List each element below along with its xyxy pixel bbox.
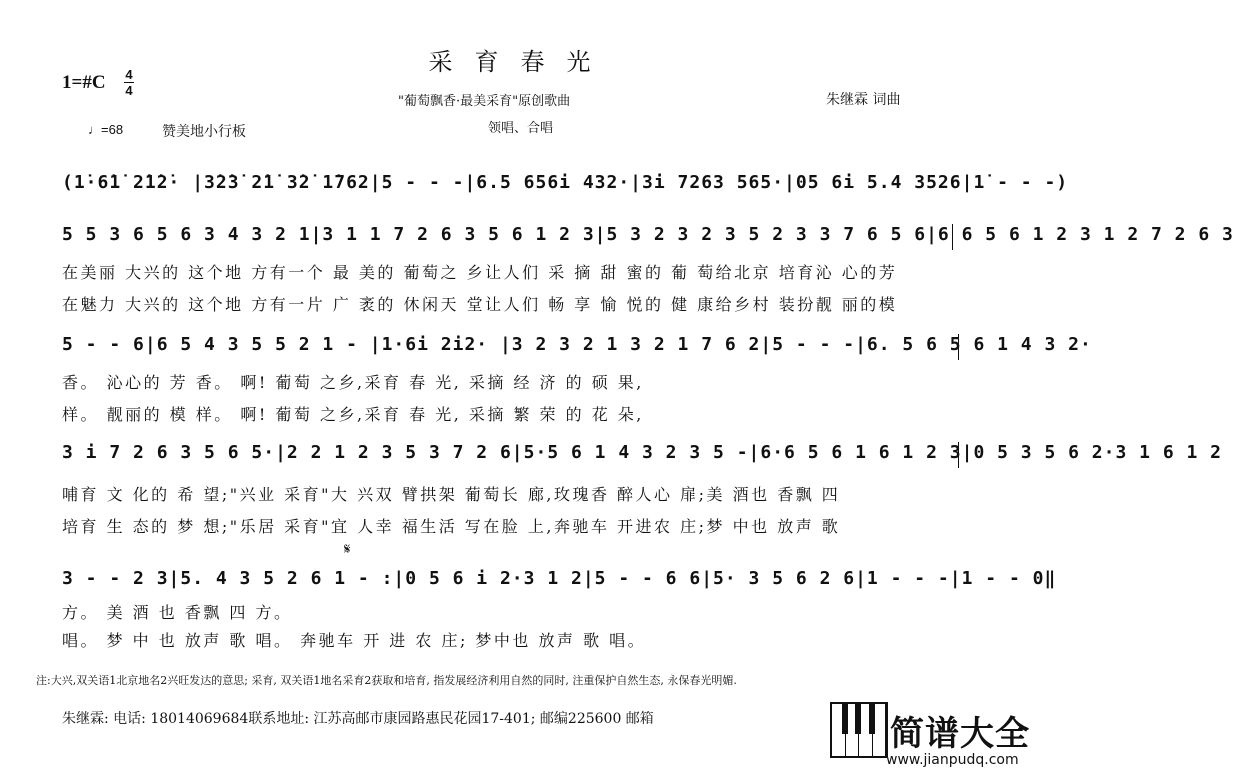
logo-url[interactable]: www.jianpudq.com xyxy=(886,752,1019,768)
score-line-2 xyxy=(62,224,1234,250)
subtitle: "葡萄飘香·最美采育"原创歌曲 xyxy=(398,94,571,109)
segno-sign: 𝄋 xyxy=(344,540,351,558)
barline xyxy=(952,224,953,250)
performance-note: 领唱、合唱 xyxy=(488,121,554,136)
notes-line-5: 3 - - 2 3|5. 4 3 5 2 6 1 - :|0 5 6 i 2·3 1 2|5 - - 6 6|5· 3 5 6 2 6|1 - - -|1 - - 0‖ xyxy=(62,568,1057,589)
logo-text: 简谱大全 xyxy=(890,714,1030,754)
lyrics-line-4-verse-1: 哺育 文 化的 希 望;"兴业 采育"大 兴双 臂拱架 葡萄长 廊,玫瑰香 醉人心 扉;美 酒也 香飘 四 xyxy=(62,485,841,504)
page-title: 采育春光 xyxy=(428,48,613,76)
footnote: 注:大兴,双关语1北京地名2兴旺发达的意思; 采育, 双关语1地名采育2获取和培育, 指发展经济利用自然的同时, 注重保护自然生态, 永保春光明媚. xyxy=(36,674,737,687)
contact-info: 朱继霖: 电话: 18014069684联系地址: 江苏高邮市康园路惠民花园17-401; 邮编225600 邮箱 xyxy=(62,711,654,727)
barline xyxy=(958,334,959,360)
tempo-marking: ♩=68 xyxy=(88,122,124,137)
score-line-intro xyxy=(62,172,1069,198)
lyrics-line-5-verse-2: 唱。 梦 中 也 放声 歌 唱。 奔驰车 开 进 农 庄; 梦中也 放声 歌 唱。 xyxy=(62,631,647,650)
barline xyxy=(958,442,959,468)
lyrics-line-5-verse-1: 方。 美 酒 也 香飘 四 方。 xyxy=(62,603,293,622)
score-line-5 xyxy=(62,568,1057,594)
lyrics-line-3-verse-1: 香。 沁心的 芳 香。 啊! 葡萄 之乡,采育 春 光, 采摘 经 济 的 硕 果, xyxy=(62,373,644,392)
meter-top: 4 xyxy=(125,67,133,82)
lyrics-line-3-verse-2: 样。 靓丽的 模 样。 啊! 葡萄 之乡,采育 春 光, 采摘 繁 荣 的 花 朵, xyxy=(62,405,644,424)
piano-keys-icon xyxy=(830,702,888,758)
notes-line-2: 5 5 3 6 5 6 3 4 3 2 1|3 1 1 7 2 6 3 5 6 1 2 3|5 3 2 3 2 3 5 2 3 3 7 6 5 6|6 6 5 6 1 2 3 1 2 7 2 6 3 xyxy=(62,224,1234,245)
composer-credit: 朱继霖 词曲 xyxy=(826,92,901,108)
time-signature xyxy=(124,68,134,97)
site-logo[interactable] xyxy=(830,702,1030,772)
score-line-3 xyxy=(62,334,1092,360)
key-signature: 1=#C xyxy=(62,72,106,93)
meter-bottom: 4 xyxy=(125,83,133,98)
notes-intro: (1̇·6̇1̇ 2̇1̇2̇· |3̇2̇3̇ 2̇1̇ 3̇2̇ 1̇762|5 - - -|6.5 656i 432·|3i 7263 565·|05 6i 5.4 3526|1̇ - - -) xyxy=(62,172,1069,193)
expression-marking: 赞美地小行板 xyxy=(162,124,246,140)
lyrics-line-2-verse-2: 在魅力 大兴的 这个地 方有一片 广 袤的 休闲天 堂让人们 畅 享 愉 悦的 健 康给乡村 装扮靓 丽的模 xyxy=(62,295,898,314)
notes-line-4: 3 i 7 2 6 3 5 6 5·|2 2 1 2 3 5 3 7 2 6|5·5 6 1 4 3 2 3 5 -|6·6 5 6 1 6 1 2 3|0 5 3 5 6 2·3 1 6 1 2 xyxy=(62,442,1223,463)
lyrics-line-4-verse-2: 培育 生 态的 梦 想;"乐居 采育"宜 人幸 福生活 写在脸 上,奔驰车 开进农 庄;梦 中也 放声 歌 xyxy=(62,517,841,536)
score-line-4 xyxy=(62,442,1223,468)
lyrics-line-2-verse-1: 在美丽 大兴的 这个地 方有一个 最 美的 葡萄之 乡让人们 采 摘 甜 蜜的 葡 萄给北京 培育沁 心的芳 xyxy=(62,263,898,282)
notes-line-3: 5 - - 6|6 5 4 3 5 5 2 1 - |1·6i 2i2· |3 2 3 2 1 3 2 1 7 6 2|5 - - -|6. 5 6 5 6 1 4 3 2· xyxy=(62,334,1092,355)
